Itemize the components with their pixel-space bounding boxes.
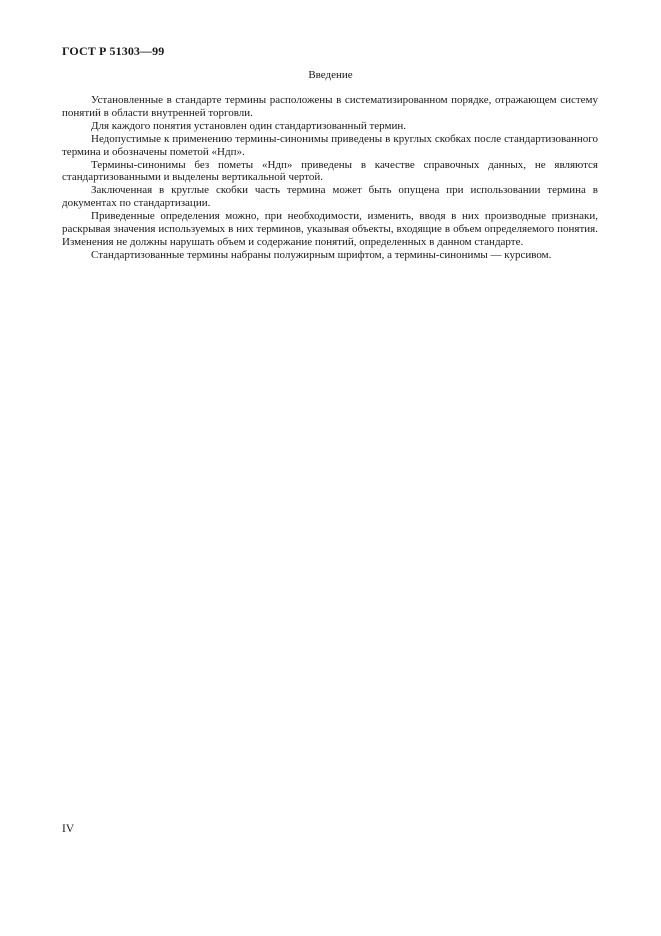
- paragraph: Заключенная в круглые скобки часть термина может быть опущена при использовании термина в документах по стандартизации.: [62, 184, 598, 210]
- section-title: Введение: [308, 69, 353, 81]
- paragraph: Недопустимые к применению термины-синонимы приведены в круглых скобках после стандартизованного термина и обозначены пометой «Ндп».: [62, 132, 598, 158]
- introduction-body: [62, 94, 598, 262]
- paragraph: Приведенные определения можно, при необходимости, изменить, вводя в них производные признаки, раскрывая значения используемых в них терминов, указывая объекты, входящие в объем определяемого понятия. Изменения не должны нарушать объем и содержание понятий, определенных в данном стандарте.: [62, 210, 598, 248]
- document-code: ГОСТ Р 51303—99: [62, 44, 165, 58]
- paragraph: Установленные в стандарте термины расположены в систематизированном порядке, отражающем систему понятий в области внутренней торговли.: [62, 94, 598, 119]
- paragraph: Стандартизованные термины набраны полужирным шрифтом, а термины-синонимы — курсивом.: [91, 248, 552, 261]
- page-number: IV: [62, 823, 75, 835]
- paragraph: Для каждого понятия установлен один стандартизованный термин.: [91, 119, 406, 132]
- paragraph: Термины-синонимы без пометы «Ндп» приведены в качестве справочных данных, не являются стандартизованными и выделены вертикальной чертой.: [62, 158, 598, 184]
